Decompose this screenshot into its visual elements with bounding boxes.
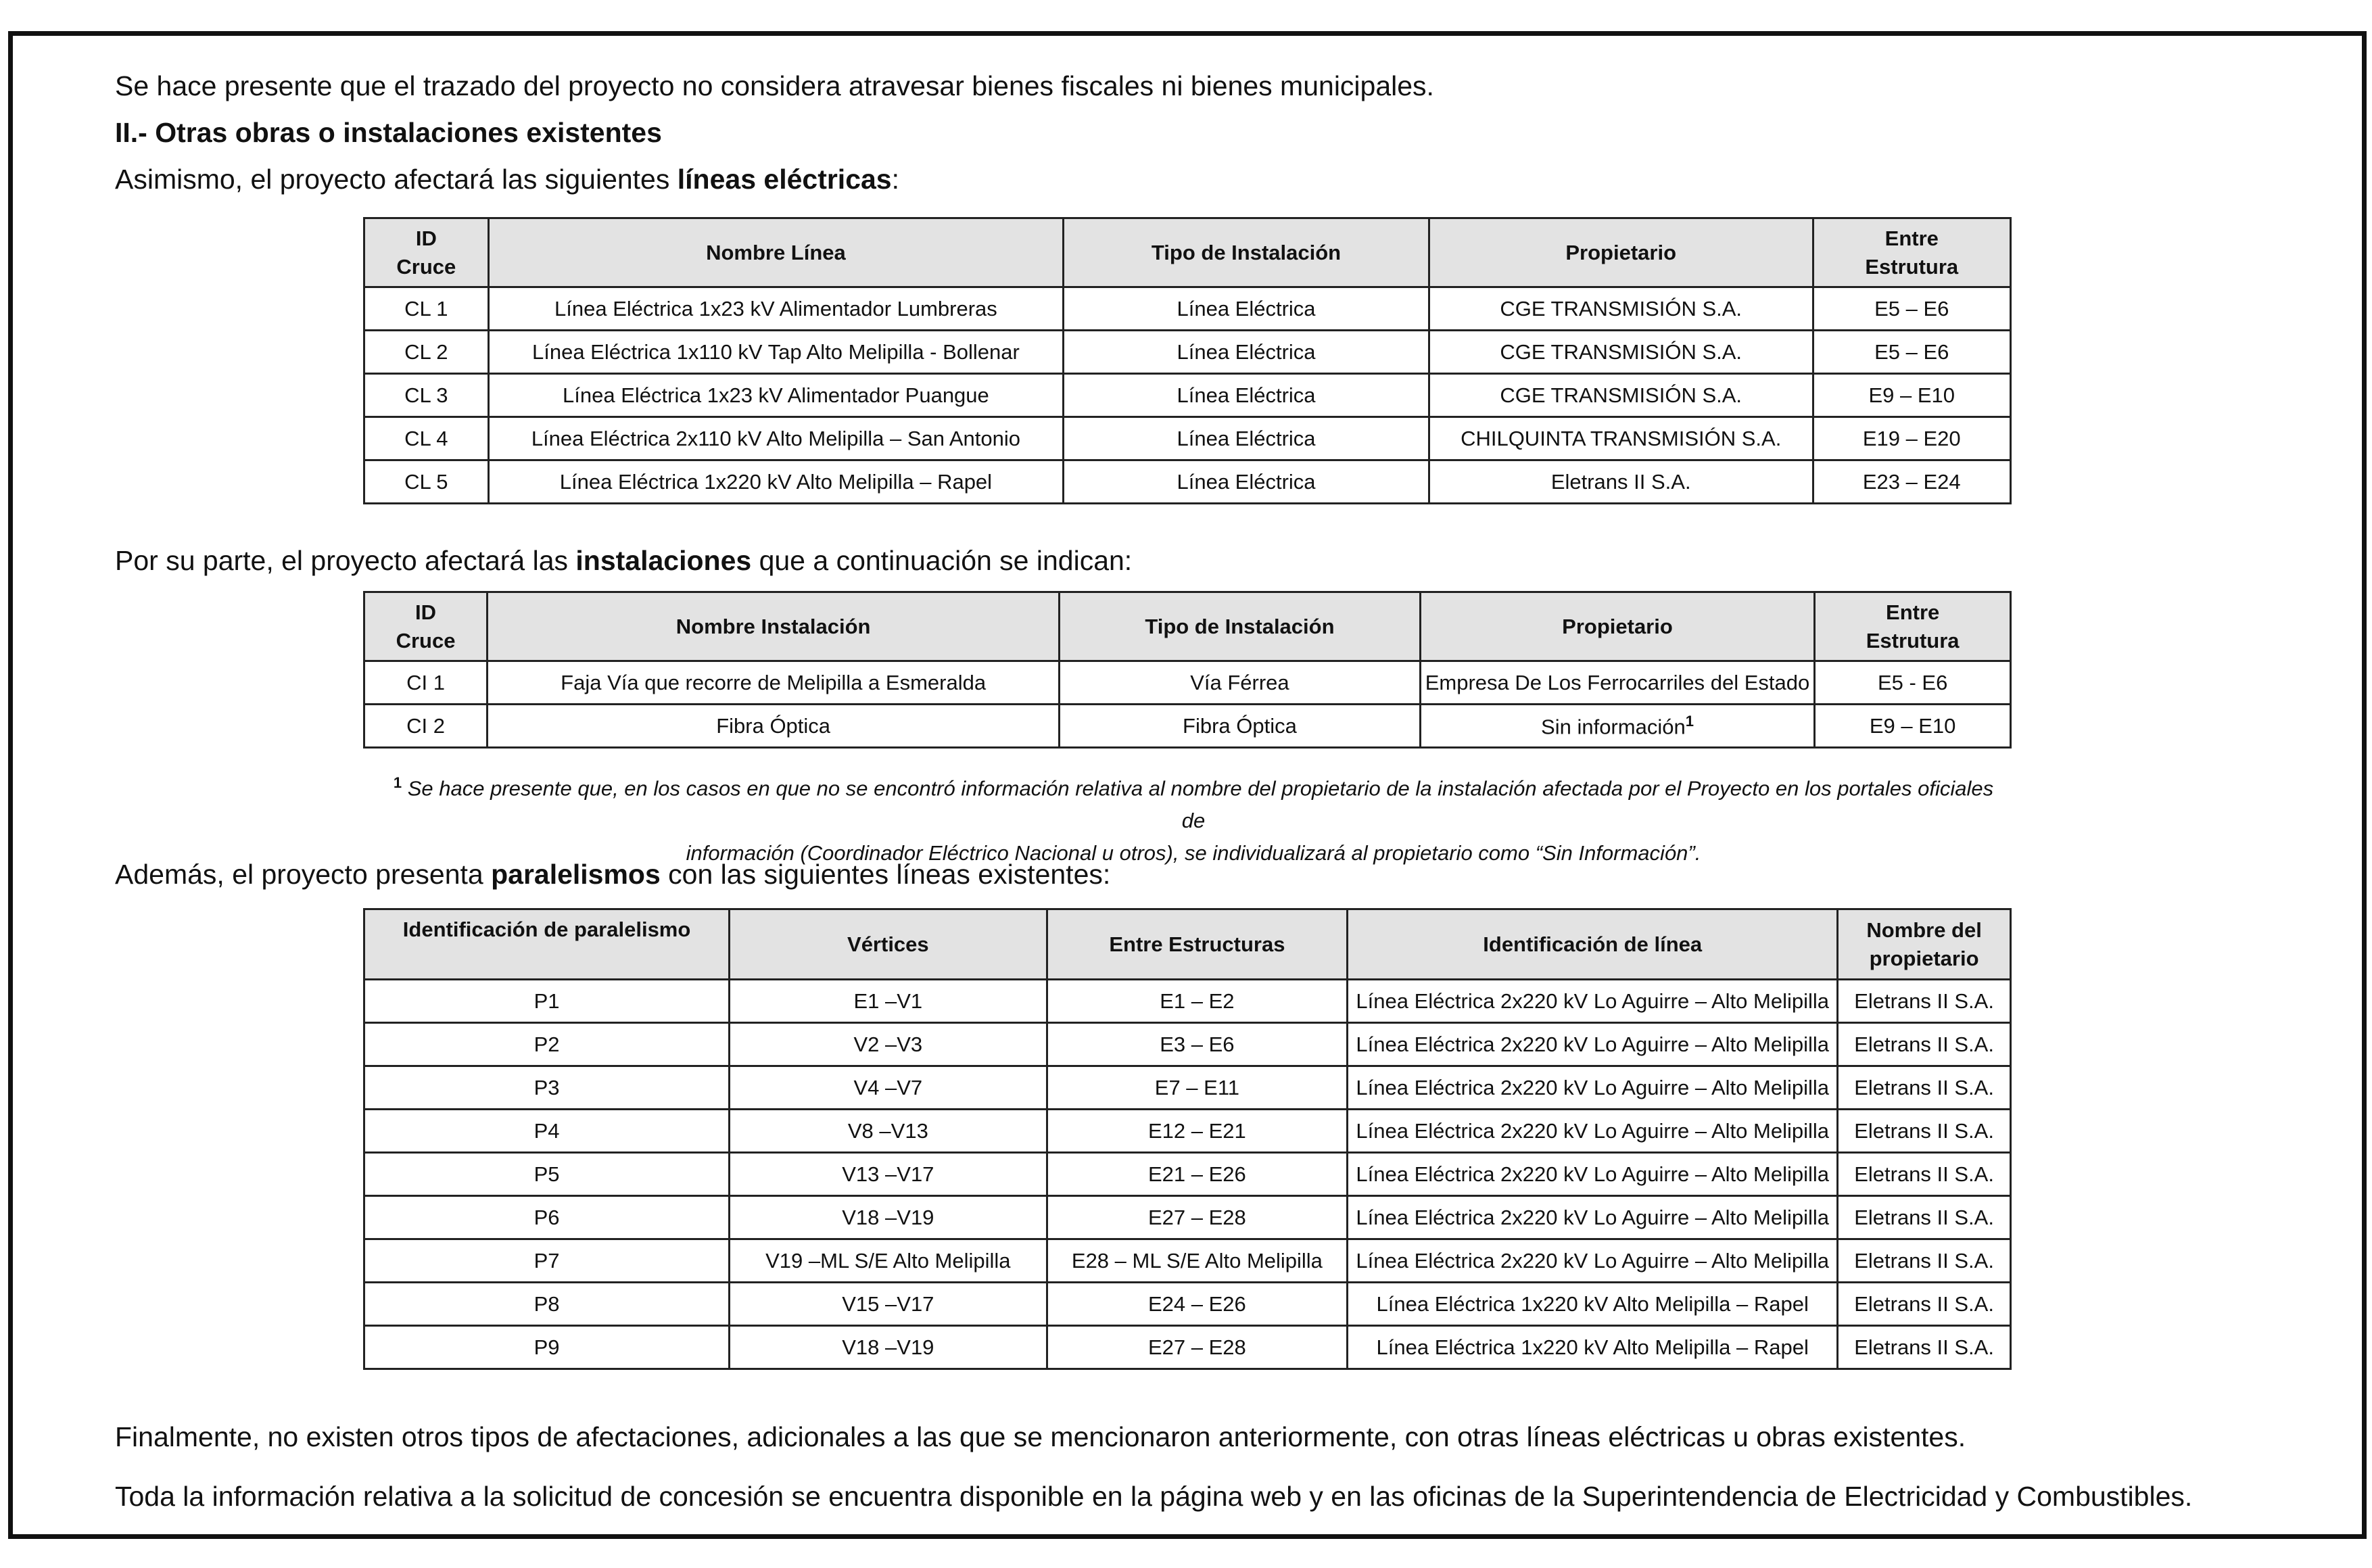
table-cell: Faja Vía que recorre de Melipilla a Esmeralda [488,661,1060,705]
table-cell: CI 2 [364,705,488,748]
table-cell: Línea Eléctrica 1x23 kV Alimentador Puangue [488,374,1064,417]
table-cell: Línea Eléctrica 2x220 kV Lo Aguirre – Alto Melipilla [1348,980,1838,1023]
table-row [364,1153,2011,1196]
table-cell: CL 2 [364,331,489,374]
table-cell: E19 – E20 [1813,417,2010,460]
lines-intro-post: : [891,164,900,195]
table-cell: P7 [364,1239,730,1283]
table-row [364,1066,2011,1110]
col-header-owner-name: Nombre del propietario [1838,909,2011,980]
installations-intro-post: que a continuación se indican: [751,545,1133,576]
col-header-id: ID Cruce [364,218,489,287]
table-cell: E28 – ML S/E Alto Melipilla [1047,1239,1348,1283]
intro-line: Se hace presente que el trazado del proyecto no considera atravesar bienes fiscales ni bienes municipales. [115,70,1434,101]
table-cell: P3 [364,1066,730,1110]
footnote-marker: 1 [393,774,402,791]
table-cell: Línea Eléctrica [1064,331,1429,374]
table-cell: E23 – E24 [1813,460,2010,504]
table-cell: Eletrans II S.A. [1838,1110,2011,1153]
col-header-owner: Propietario [1420,592,1815,661]
table-cell: Eletrans II S.A. [1838,980,2011,1023]
table-cell: CL 4 [364,417,489,460]
parallel-intro [115,857,1110,891]
table-cell: Eletrans II S.A. [1838,1023,2011,1066]
table-cell: Línea Eléctrica 2x220 kV Lo Aguirre – Alto Melipilla [1348,1153,1838,1196]
table-cell: E21 – E26 [1047,1153,1348,1196]
table-cell: Línea Eléctrica 1x23 kV Alimentador Lumbreras [488,287,1064,331]
table-cell: CL 5 [364,460,489,504]
table-cell: V4 –V7 [730,1066,1047,1110]
table-row [364,331,2011,374]
lines-intro-bold: líneas eléctricas [677,164,892,195]
table-row [364,1283,2011,1326]
table-cell: P1 [364,980,730,1023]
table-cell: Eletrans II S.A. [1838,1283,2011,1326]
table-cell: E24 – E26 [1047,1283,1348,1326]
table-cell: Línea Eléctrica [1064,460,1429,504]
table-cell: V8 –V13 [730,1110,1047,1153]
table-cell: P6 [364,1196,730,1239]
col-header-id: ID Cruce [364,592,488,661]
lines-intro-pre: Asimismo, el proyecto afectará las siguientes [115,164,678,195]
table-cell: P8 [364,1283,730,1326]
col-header-line-id: Identificación de línea [1348,909,1838,980]
col-header-parallel-id: Identificación de paralelismo [364,909,730,980]
table-cell: Línea Eléctrica 2x220 kV Lo Aguirre – Alto Melipilla [1348,1023,1838,1066]
lines-intro [115,162,899,196]
table-cell: Fibra Óptica [1060,705,1421,748]
table-cell: Línea Eléctrica 2x110 kV Alto Melipilla – San Antonio [488,417,1064,460]
table-cell: Línea Eléctrica [1064,417,1429,460]
table-row [364,417,2011,460]
table-cell: Línea Eléctrica 2x220 kV Lo Aguirre – Alto Melipilla [1348,1110,1838,1153]
table-cell: Eletrans II S.A. [1838,1153,2011,1196]
table-cell: P9 [364,1326,730,1369]
table-cell: E27 – E28 [1047,1326,1348,1369]
parallel-intro-post: con las siguientes líneas existentes: [660,859,1111,890]
table-cell: CGE TRANSMISIÓN S.A. [1429,287,1813,331]
installations-intro-bold: instalaciones [575,545,752,576]
table-cell: E1 –V1 [730,980,1047,1023]
col-header-structures: Entre Estructuras [1047,909,1348,980]
table-cell: Eletrans II S.A. [1838,1196,2011,1239]
col-header-structure: Entre Estrutura [1813,218,2010,287]
table-cell: Línea Eléctrica [1064,287,1429,331]
parallelisms-table [363,908,2012,1370]
col-header-vertices: Vértices [730,909,1047,980]
footnote-text-1: Se hace presente que, en los casos en que no se encontró información relativa al nombre del propietario de la instalación afectada por el Proyecto en los portales oficiales de [402,776,1994,833]
table-cell: Línea Eléctrica 1x110 kV Tap Alto Melipilla - Bollenar [488,331,1064,374]
table-row [364,705,2011,748]
table-cell: E5 – E6 [1813,331,2010,374]
table-cell: P4 [364,1110,730,1153]
table-cell: Empresa De Los Ferrocarriles del Estado [1420,661,1815,705]
table-cell: E12 – E21 [1047,1110,1348,1153]
installations-table [363,591,2012,749]
table-cell: CGE TRANSMISIÓN S.A. [1429,331,1813,374]
table-cell: E1 – E2 [1047,980,1348,1023]
table-cell: E5 – E6 [1813,287,2010,331]
footnote-line-2: información (Coordinador Eléctrico Nacional u otros), se individualizará al propietario como “Sin Información”. [686,841,1701,865]
table-cell: E3 – E6 [1047,1023,1348,1066]
col-header-name: Nombre Línea [488,218,1064,287]
table-cell: CL 1 [364,287,489,331]
table-cell: Eletrans II S.A. [1429,460,1813,504]
table-cell: V15 –V17 [730,1283,1047,1326]
table-cell: Línea Eléctrica 2x220 kV Lo Aguirre – Alto Melipilla [1348,1196,1838,1239]
installations-intro [115,544,1132,577]
table-cell: Línea Eléctrica 1x220 kV Alto Melipilla – Rapel [488,460,1064,504]
table-cell: E7 – E11 [1047,1066,1348,1110]
footnote-line-1 [385,767,2001,837]
col-header-type: Tipo de Instalación [1060,592,1421,661]
table-cell: Eletrans II S.A. [1838,1066,2011,1110]
table-row [364,1196,2011,1239]
table-row [364,287,2011,331]
table-cell: V18 –V19 [730,1196,1047,1239]
table-cell: Eletrans II S.A. [1838,1239,2011,1283]
table-row [364,1326,2011,1369]
table-cell: CHILQUINTA TRANSMISIÓN S.A. [1429,417,1813,460]
table-row [364,661,2011,705]
table-cell: E27 – E28 [1047,1196,1348,1239]
table-cell: Línea Eléctrica 1x220 kV Alto Melipilla – Rapel [1348,1326,1838,1369]
table-cell: CL 3 [364,374,489,417]
installations-intro-pre: Por su parte, el proyecto afectará las [115,545,576,576]
table-cell: Línea Eléctrica 2x220 kV Lo Aguirre – Alto Melipilla [1348,1239,1838,1283]
table-cell: P2 [364,1023,730,1066]
table-row [364,1110,2011,1153]
table-cell: E9 – E10 [1813,374,2010,417]
table-cell: CI 1 [364,661,488,705]
table-cell: Línea Eléctrica [1064,374,1429,417]
col-header-owner: Propietario [1429,218,1813,287]
parallel-intro-pre: Además, el proyecto presenta [115,859,492,890]
electric-lines-table [363,217,2012,504]
footnote [385,767,2001,870]
table-cell: Vía Férrea [1060,661,1421,705]
col-header-structure: Entre Estrutura [1815,592,2011,661]
table-row [364,460,2011,504]
table-cell: Línea Eléctrica 2x220 kV Lo Aguirre – Alto Melipilla [1348,1066,1838,1110]
closing-line-2: Toda la información relativa a la solicitud de concesión se encuentra disponible en la página web y en las oficinas de la Superintendencia de Electricidad y Combustibles. [115,1481,2193,1512]
table-cell: V18 –V19 [730,1326,1047,1369]
parallel-intro-bold: paralelismos [491,859,661,890]
col-header-type: Tipo de Instalación [1064,218,1429,287]
table-row [364,1023,2011,1066]
table-cell [1420,705,1815,748]
table-cell: Fibra Óptica [488,705,1060,748]
owner-text: Sin información [1541,715,1686,739]
table-cell: V19 –ML S/E Alto Melipilla [730,1239,1047,1283]
table-cell: CGE TRANSMISIÓN S.A. [1429,374,1813,417]
table-cell: E5 - E6 [1815,661,2011,705]
table-row [364,374,2011,417]
closing-line-1: Finalmente, no existen otros tipos de afectaciones, adicionales a las que se mencionaron anteriormente, con otras líneas eléctricas u obras existentes. [115,1421,1966,1452]
section-heading: II.- Otras obras o instalaciones existentes [115,117,662,148]
col-header-name: Nombre Instalación [488,592,1060,661]
table-cell: E9 – E10 [1815,705,2011,748]
table-row [364,1239,2011,1283]
footnote-ref: 1 [1685,712,1694,730]
table-cell: P5 [364,1153,730,1196]
table-cell: V13 –V17 [730,1153,1047,1196]
table-cell: V2 –V3 [730,1023,1047,1066]
table-cell: Eletrans II S.A. [1838,1326,2011,1369]
table-cell: Línea Eléctrica 1x220 kV Alto Melipilla – Rapel [1348,1283,1838,1326]
table-row [364,980,2011,1023]
